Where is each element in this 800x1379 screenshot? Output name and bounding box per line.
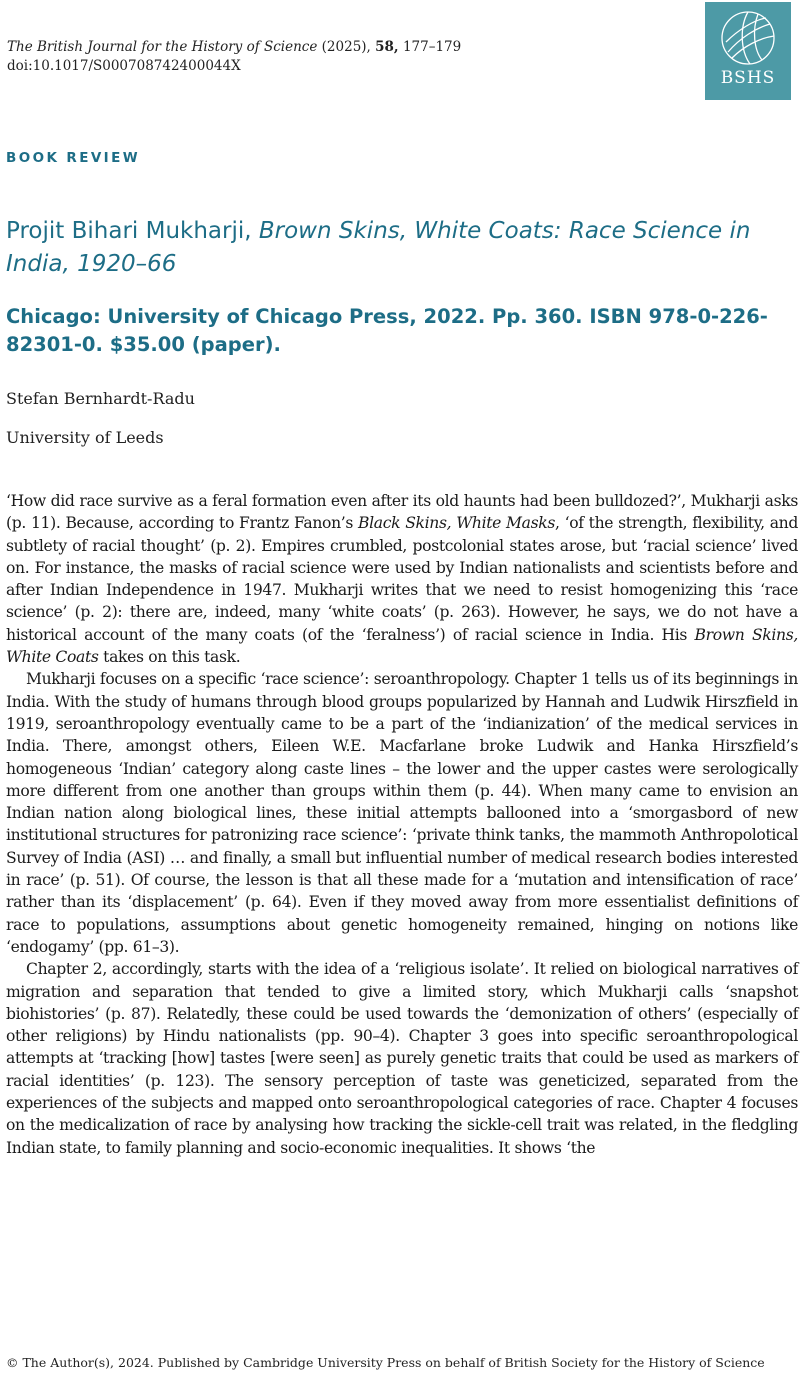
book-title-italic: Brown Skins, White Coats [6, 625, 798, 667]
text-run: takes on this task. [98, 648, 241, 667]
journal-citation-line [7, 38, 461, 57]
journal-name: The British Journal for the History of Science [7, 39, 318, 55]
copyright-footer: © The Author(s), 2024. Published by Cambridge University Press on behalf of British Society for the History of Science [6, 1355, 765, 1370]
publication-details: Chicago: University of Chicago Press, 2022. Pp. 360. ISBN 978-0-226-82301-0. $35.00 (paper). [6, 305, 768, 356]
title-book: Brown Skins, White Coats: Race Science in India, 1920–66 [6, 218, 751, 277]
paragraph [6, 490, 798, 668]
journal-year: (2025), [321, 39, 371, 55]
reviewer-affiliation: University of Leeds [6, 428, 164, 447]
paragraph: Chapter 2, accordingly, starts with the idea of a ‘religious isolate’. It relied on biological narratives of migration and separation that tended to give a limited story, which Mukharji calls ‘snapshot biohistories’ (p. 87). Relatedly, these could be used towards the ‘demonization of others’ (especially of other religions) by Hindu nationalists (pp. 90–4). Chapter 3 goes into specific seroanthropological attempts at ‘tracking [how] tastes [were seen] as purely genetic traits that could be used as markers of racial identities’ (p. 123). The sensory perception of taste was geneticized, separated from the experiences of the subjects and mapped onto seroanthropological categories of race. Chapter 4 focuses on the medicalization of race by analysing how tracking the sickle-cell trait was related, in the fledgling Indian state, to family planning and socio-economic inequalities. It shows ‘the [6, 960, 798, 1157]
bshs-logo[interactable] [705, 2, 791, 100]
journal-pages: 177–179 [402, 39, 462, 55]
journal-volume: 58, [375, 39, 399, 55]
reviewer-name: Stefan Bernhardt-Radu [6, 389, 195, 408]
bshs-logo-text: BSHS [720, 68, 776, 88]
book-title-italic: Black Skins, White Masks [358, 514, 555, 533]
globe-logo-icon [718, 8, 778, 68]
text-run: ‘How did race survive as a feral formation even after its old haunts had been bulldozed?’, Mukharji asks (p. 11). Because, according to Frantz Fanon’s [6, 492, 798, 533]
article-title [6, 215, 796, 281]
review-body [6, 490, 798, 1159]
title-author: Projit Bihari Mukharji, [6, 218, 259, 244]
text-run: , ‘of the strength, flexibility, and subtlety of racial thought’ (p. 2). Empires crumbled, postcolonial states arose, but ‘racial science’ lived on. For instance, the masks of racial science were used by Indian nationalists and scientists before and after Indian Independence in 1947. Mukharji writes that we need to resist homogenizing this ‘race science’ (p. 2): there are, indeed, many ‘white coats’ (p. 263). However, he says, we do not have a historical account of the many coats (of the ‘feralness’) of racial science in India. His [6, 514, 798, 644]
paragraph: Mukharji focuses on a specific ‘race science’: seroanthropology. Chapter 1 tells us of its beginnings in India. With the study of humans through blood groups popularized by Hannah and Ludwik Hirszfield in 1919, seroanthropology eventually came to be a part of the ‘indianization’ of the medical services in India. There, amongst others, Eileen W.E. Macfarlane broke Ludwik and Hanka Hirszfield’s homogeneous ‘Indian’ category along caste lines – the lower and the upper castes were serologically more different from one another than groups within them (p. 44). When many came to envision an Indian nation along biological lines, these initial attempts ballooned into a ‘smorgasbord of new institutional structures for patronizing race science’: ‘private think tanks, the mammoth Anthropolotical Survey of India (ASI) … and finally, a small but influential number of medical research bodies interested in race’ (p. 51). Of course, the lesson is that all these made for a ‘mutation and intensification of race’ rather than its ‘displacement’ (p. 64). Even if they moved away from more essentialist definitions of race to populations, assumptions about genetic homogeneity remained, hinging on notions like ‘endogamy’ (pp. 61–3). [6, 670, 798, 956]
section-label: BOOK REVIEW [6, 150, 141, 166]
journal-citation [7, 38, 461, 75]
doi[interactable]: doi:10.1017/S000708742400044X [7, 57, 241, 74]
